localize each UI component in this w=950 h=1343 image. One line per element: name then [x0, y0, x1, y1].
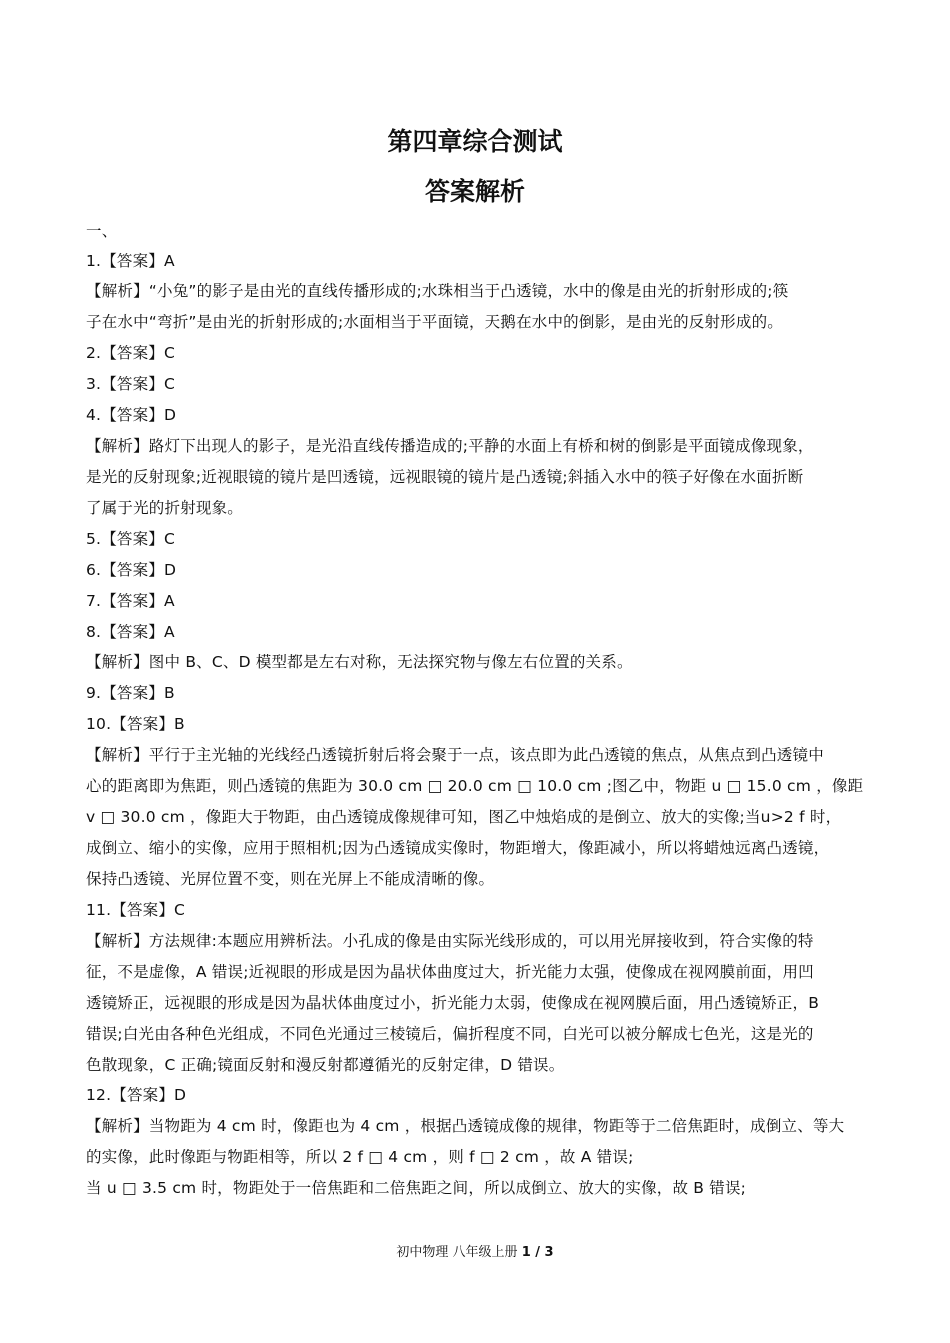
analysis-4-line-3: 了属于光的折射现象。	[86, 499, 244, 517]
analysis-1-line-2: 子在水中“弯折”是由光的折射形成的;水面相当于平面镜，天鹅在水中的倒影，是由光的反射形成的。	[86, 313, 783, 331]
analysis-4-line-2: 是光的反射现象;近视眼镜的镜片是凹透镜，远视眼镜的镜片是凸透镜;斜插入水中的筷子好像在水面折断	[86, 468, 804, 486]
analysis-10-line-1: 【解析】平行于主光轴的光线经凸透镜折射后将会聚于一点，该点即为此凸透镜的焦点，从焦点到凸透镜中	[86, 746, 824, 764]
analysis-4-line-1: 【解析】路灯下出现人的影子，是光沿直线传播造成的;平静的水面上有桥和树的倒影是平面镜成像现象，	[86, 437, 814, 455]
answer-10: 10.【答案】B	[86, 715, 185, 733]
section-marker: 一、	[86, 222, 118, 240]
answer-7: 7.【答案】A	[86, 592, 175, 610]
answer-4: 4.【答案】D	[86, 406, 177, 424]
answer-6: 6.【答案】D	[86, 561, 177, 579]
answer-8: 8.【答案】A	[86, 623, 175, 641]
analysis-11-line-1: 【解析】方法规律:本题应用辨析法。小孔成的像是由实际光线形成的，可以用光屏接收到，符合实像的特	[86, 932, 814, 950]
analysis-10-line-4: 成倒立、缩小的实像，应用于照相机;因为凸透镜成实像时，物距增大，像距减小，所以将蜡烛远离凸透镜，	[86, 839, 830, 857]
answer-3: 3.【答案】C	[86, 375, 176, 393]
analysis-1-line-1: 【解析】“小兔”的影子是由光的直线传播形成的;水珠相当于凸透镜，水中的像是由光的折射形成的;筷	[86, 282, 789, 300]
analysis-10-line-5: 保持凸透镜、光屏位置不变，则在光屏上不能成清晰的像。	[86, 870, 495, 888]
answer-9: 9.【答案】B	[86, 684, 175, 702]
analysis-8-line-1: 【解析】图中 B、C、D 模型都是左右对称，无法探究物与像左右位置的关系。	[86, 653, 633, 671]
page-footer	[0, 1241, 950, 1260]
answer-12: 12.【答案】D	[86, 1086, 187, 1104]
answer-1: 1.【答案】A	[86, 252, 175, 270]
page-number: 1 / 3	[521, 1245, 554, 1260]
page-title: 第四章综合测试	[387, 127, 563, 156]
analysis-10-line-2: 心的距离即为焦距，则凸透镜的焦距为 30.0 cm □ 20.0 cm □ 10.0 cm ;图乙中，物距 u □ 15.0 cm ，像距	[86, 777, 864, 795]
analysis-11-line-4: 错误;白光由各种色光组成，不同色光通过三棱镜后，偏折程度不同，白光可以被分解成七色光，这是光的	[86, 1025, 814, 1043]
answer-2: 2.【答案】C	[86, 344, 176, 362]
analysis-10-line-3: v □ 30.0 cm ，像距大于物距，由凸透镜成像规律可知，图乙中烛焰成的是倒立、放大的实像;当u>2 f 时，	[86, 808, 842, 826]
footer-text: 初中物理 八年级上册	[396, 1245, 518, 1260]
analysis-11-line-2: 征，不是虚像，A 错误;近视眼的形成是因为晶状体曲度过大，折光能力太强，使像成在视网膜前面，用凹	[86, 963, 814, 981]
answer-11: 11.【答案】C	[86, 901, 186, 919]
page-subtitle: 答案解析	[424, 177, 525, 206]
analysis-11-line-5: 色散现象，C 正确;镜面反射和漫反射都遵循光的反射定律，D 错误。	[86, 1056, 565, 1074]
analysis-12-line-1: 【解析】当物距为 4 cm 时，像距也为 4 cm ，根据凸透镜成像的规律，物距等于二倍焦距时，成倒立、等大	[86, 1117, 845, 1135]
analysis-11-line-3: 透镜矫正，远视眼的形成是因为晶状体曲度过小，折光能力太弱，使像成在视网膜后面，用凸透镜矫正，B	[86, 994, 820, 1012]
answer-5: 5.【答案】C	[86, 530, 176, 548]
analysis-12-line-3: 当 u □ 3.5 cm 时，物距处于一倍焦距和二倍焦距之间，所以成倒立、放大的实像，故 B 错误;	[86, 1179, 747, 1197]
analysis-12-line-2: 的实像，此时像距与物距相等，所以 2 f □ 4 cm ，则 f □ 2 cm ，故 A 错误;	[86, 1148, 634, 1166]
